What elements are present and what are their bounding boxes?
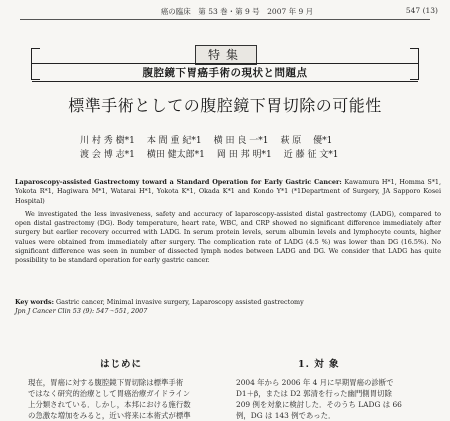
article-title: 標準手術としての腹腔鏡下胃切除の可能性 (68, 96, 382, 115)
text-line: ではなく研究的治療として胃癌治療ガイドライン (28, 389, 191, 398)
author: 近 藤 征 文*1 (283, 150, 339, 160)
author-row (80, 148, 420, 162)
keywords-text: Gastric cancer, Minimal invasive surgery, Laparoscopy assisted gastrectomy (56, 298, 304, 306)
subjects-text (236, 377, 441, 421)
author: 本 間 重 紀*1 (146, 136, 202, 146)
series-banner (32, 63, 418, 82)
special-feature-label: 特集 (195, 45, 257, 65)
author: 渡 会 博 志*1 (80, 150, 135, 160)
english-abstract (15, 178, 441, 266)
author-row (80, 134, 420, 148)
section-heading-intro: はじめに (100, 359, 143, 370)
citation-line: Jpn J Cancer Clin 53 (9): 547～551, 2007 (15, 307, 148, 315)
intro-text (28, 377, 228, 421)
journal-issue: 癌の臨床 第 53 巻・第 9 号 2007 年 9 月 (160, 7, 314, 16)
abstract-body: We investigated the less invasiveness, safety and accuracy of laparoscopy-assisted distal gastrectomy (LADG), compared to open distal gastrectomy (DG). Body temperature, heart rate, WBC, and CRP showed no significant difference immediately after surgery but earlier recovery occurred with LADG. In serum protein levels, serum albumin levels and lymphocyte counts, higher values were obtained from immediately after surgery. The complication rate of LADG (4.5 %) was lower than DG (16.5%). No significant difference was seen in number of dissected lymph nodes between LADG and DG. We consider that LADG has quite possibility to be standard operation for early gastric cancer. (15, 209, 441, 265)
author: 岡 田 邦 明*1 (216, 150, 272, 160)
abstract-heading (15, 178, 441, 206)
text-line: 例，DG は 143 例であった． (236, 411, 336, 420)
english-authors: Kawamura H*1, Homma S*1, Yokota R*1, Hagiwara M*1, Watarai H*1, Yokota K*1, Okada K*1 and Kondo Y*1 (*1Department of Surgery, JA Sapporo Kosei Hospital) (15, 178, 442, 205)
page-number: 547 (13) (405, 6, 438, 15)
text-line: の急激な増加をみると，近い将来に本術式が標準 (28, 411, 191, 420)
running-header (36, 4, 438, 18)
author: 横 田 良 一*1 (213, 136, 269, 146)
text-line: 209 例を対象に検討した．そのうち LADG は 66 (236, 400, 402, 409)
author: 横田 健太郎*1 (146, 150, 205, 160)
keywords-label: Key words: (15, 298, 54, 306)
english-title: Laparoscopy-assisted Gastrectomy toward a Standard Operation for Early Gastric Cancer: (15, 178, 342, 186)
text-line: 上分類されている．しかし，本邦における施行数 (28, 400, 191, 409)
author-list (80, 134, 420, 162)
author: 萩 原 優*1 (280, 136, 333, 146)
text-line: 2004 年から 2006 年 4 月に早期胃癌の診断で (236, 378, 394, 387)
text-line: D1＋β，または D2 郭清を行った幽門側胃切除 (236, 389, 392, 398)
series-title: 腹腔鏡下胃癌手術の現状と問題点 (142, 67, 308, 79)
keywords-block (15, 298, 441, 316)
keywords-line (15, 298, 441, 307)
text-line: 現在，胃癌に対する腹腔鏡下胃切除は標準手術 (28, 378, 184, 387)
section-heading-subjects: 1. 対 象 (298, 359, 340, 370)
header-divider (20, 19, 430, 20)
author: 川 村 秀 樹*1 (80, 136, 135, 146)
